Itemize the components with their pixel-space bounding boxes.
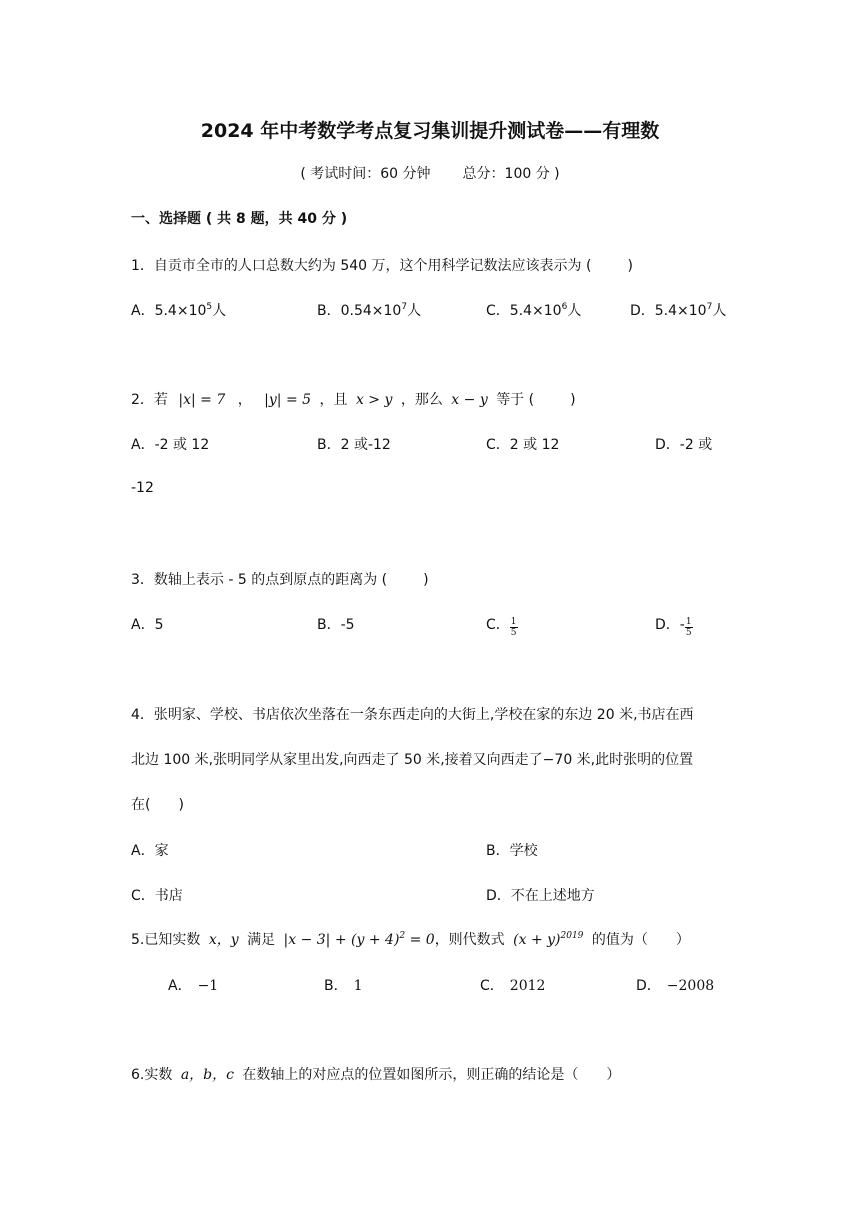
question-2-mid2: ，那么	[400, 392, 443, 408]
q2-option-c: C．2 或 12	[486, 437, 560, 453]
q3-option-b: B．-5	[317, 617, 355, 633]
exam-score: 总分：100 分 )	[462, 166, 560, 182]
question-3-stem: 3．数轴上表示 - 5 的点到原点的距离为 (	[131, 572, 388, 588]
question-5-vars: x，y	[208, 932, 239, 948]
q5-option-a-label: A．	[168, 978, 192, 994]
q3-option-c-fraction	[510, 617, 518, 638]
q2-option-d: D．-2 或	[655, 437, 713, 453]
question-5	[131, 929, 690, 949]
q2-option-a: A．-2 或 12	[131, 437, 210, 453]
q1-option-d	[630, 300, 726, 320]
question-2-expr-compare: x > y	[355, 392, 393, 408]
question-2-sep: ，	[237, 392, 252, 408]
q3-option-c-label: C．	[486, 617, 510, 633]
q1-option-c-label: C．5.4×10	[486, 303, 562, 319]
q3-option-d	[655, 614, 693, 638]
question-2-suffix: 等于 (	[496, 392, 535, 408]
q1-option-b-exp: 7	[401, 302, 408, 312]
q5-option-c-value: 2012	[509, 978, 546, 994]
question-2-mid: ，且	[319, 392, 348, 408]
question-3	[131, 569, 429, 589]
q5-option-a	[168, 975, 218, 995]
q1-option-d-unit: 人	[712, 303, 727, 319]
question-5-expression	[513, 932, 583, 948]
q5-option-c	[480, 975, 545, 995]
exam-time: ( 考试时间：60 分钟	[300, 166, 431, 182]
q3-d-frac-num: 1	[685, 617, 692, 627]
q1-option-b-label: B．0.54×10	[317, 303, 402, 319]
question-2-close: )	[570, 392, 576, 408]
q4-option-b: B．学校	[486, 843, 538, 859]
exam-info	[0, 163, 860, 183]
question-5-suffix: 的值为（ ）	[591, 932, 690, 948]
q5-option-b-label: B．	[324, 978, 348, 994]
question-4-line-1: 4．张明家、学校、书店依次坐落在一条东西走向的大街上,学校在家的东边 20 米,书店在西	[131, 707, 694, 723]
question-6	[131, 1064, 620, 1084]
q3-option-d-fraction	[685, 617, 693, 638]
question-4-line-3: 在( )	[131, 797, 184, 813]
question-6-suffix: 在数轴上的对应点的位置如图所示，则正确的结论是（ ）	[242, 1067, 621, 1083]
q1-option-b	[317, 300, 421, 320]
q3-c-frac-num: 1	[510, 617, 517, 627]
q1-option-c-unit: 人	[567, 303, 582, 319]
question-5-mid: 满足	[247, 932, 276, 948]
q5-option-c-label: C．	[480, 978, 504, 994]
q1-option-b-unit: 人	[407, 303, 422, 319]
q3-option-a: A．5	[131, 617, 164, 633]
q1-option-c-exp: 6	[561, 302, 568, 312]
q5-option-d-value: −2008	[666, 978, 715, 994]
question-2-expr-diff: x − y	[451, 392, 488, 408]
question-5-condition-exp: 2	[399, 931, 406, 941]
question-6-prefix: 6.实数	[131, 1067, 173, 1083]
q1-option-d-exp: 7	[706, 302, 713, 312]
question-1-close: )	[627, 258, 633, 274]
q1-option-d-label: D．5.4×10	[630, 303, 707, 319]
question-6-vars: a，b，c	[180, 1067, 234, 1083]
question-5-condition-tail: = 0	[405, 932, 435, 948]
question-2-prefix: 2．若	[131, 392, 168, 408]
question-5-mid2: ，则代数式	[434, 932, 505, 948]
q1-option-a-exp: 5	[206, 302, 213, 312]
q1-option-a-unit: 人	[212, 303, 227, 319]
q3-d-frac-den: 5	[685, 628, 692, 638]
question-2	[131, 389, 576, 409]
question-5-prefix: 5.已知实数	[131, 932, 201, 948]
q5-option-a-value: −1	[197, 978, 219, 994]
question-4-line-2: 北边 100 米,张明同学从家里出发,向西走了 50 米,接着又向西走了−70 米,此时张明的位置	[131, 752, 694, 768]
question-5-expression-base: (x + y)	[513, 932, 561, 948]
q5-option-d	[636, 975, 714, 995]
q1-option-a	[131, 300, 226, 320]
q2-option-b: B．2 或-12	[317, 437, 391, 453]
q1-option-c	[486, 300, 581, 320]
q3-c-frac-den: 5	[510, 628, 517, 638]
question-5-expression-exp: 2019	[560, 931, 584, 941]
q4-option-c: C．书店	[131, 888, 183, 904]
q5-option-d-label: D．	[636, 978, 661, 994]
q3-option-d-label: D．-	[655, 617, 685, 633]
q5-option-b	[324, 975, 363, 995]
page-title: 2024 年中考数学考点复习集训提升测试卷——有理数	[200, 120, 660, 142]
q4-option-a: A．家	[131, 843, 169, 859]
q5-option-b-value: 1	[353, 978, 363, 994]
question-5-condition	[284, 932, 435, 948]
q4-option-d: D．不在上述地方	[486, 888, 595, 904]
q3-option-c	[486, 614, 518, 638]
q1-option-a-label: A．5.4×10	[131, 303, 207, 319]
section-heading: 一、选择题 ( 共 8 题，共 40 分 )	[131, 211, 348, 227]
question-1	[131, 255, 633, 275]
question-2-expr-y: |y| = 5	[264, 392, 312, 408]
question-5-condition-base: |x − 3| + (y + 4)	[283, 932, 400, 948]
question-1-stem: 1．自贡市全市的人口总数大约为 540 万，这个用科学记数法应该表示为 (	[131, 258, 592, 274]
q2-option-d-wrap: -12	[131, 480, 154, 496]
question-2-expr-x: |x| = 7	[178, 392, 226, 408]
question-3-close: )	[423, 572, 429, 588]
